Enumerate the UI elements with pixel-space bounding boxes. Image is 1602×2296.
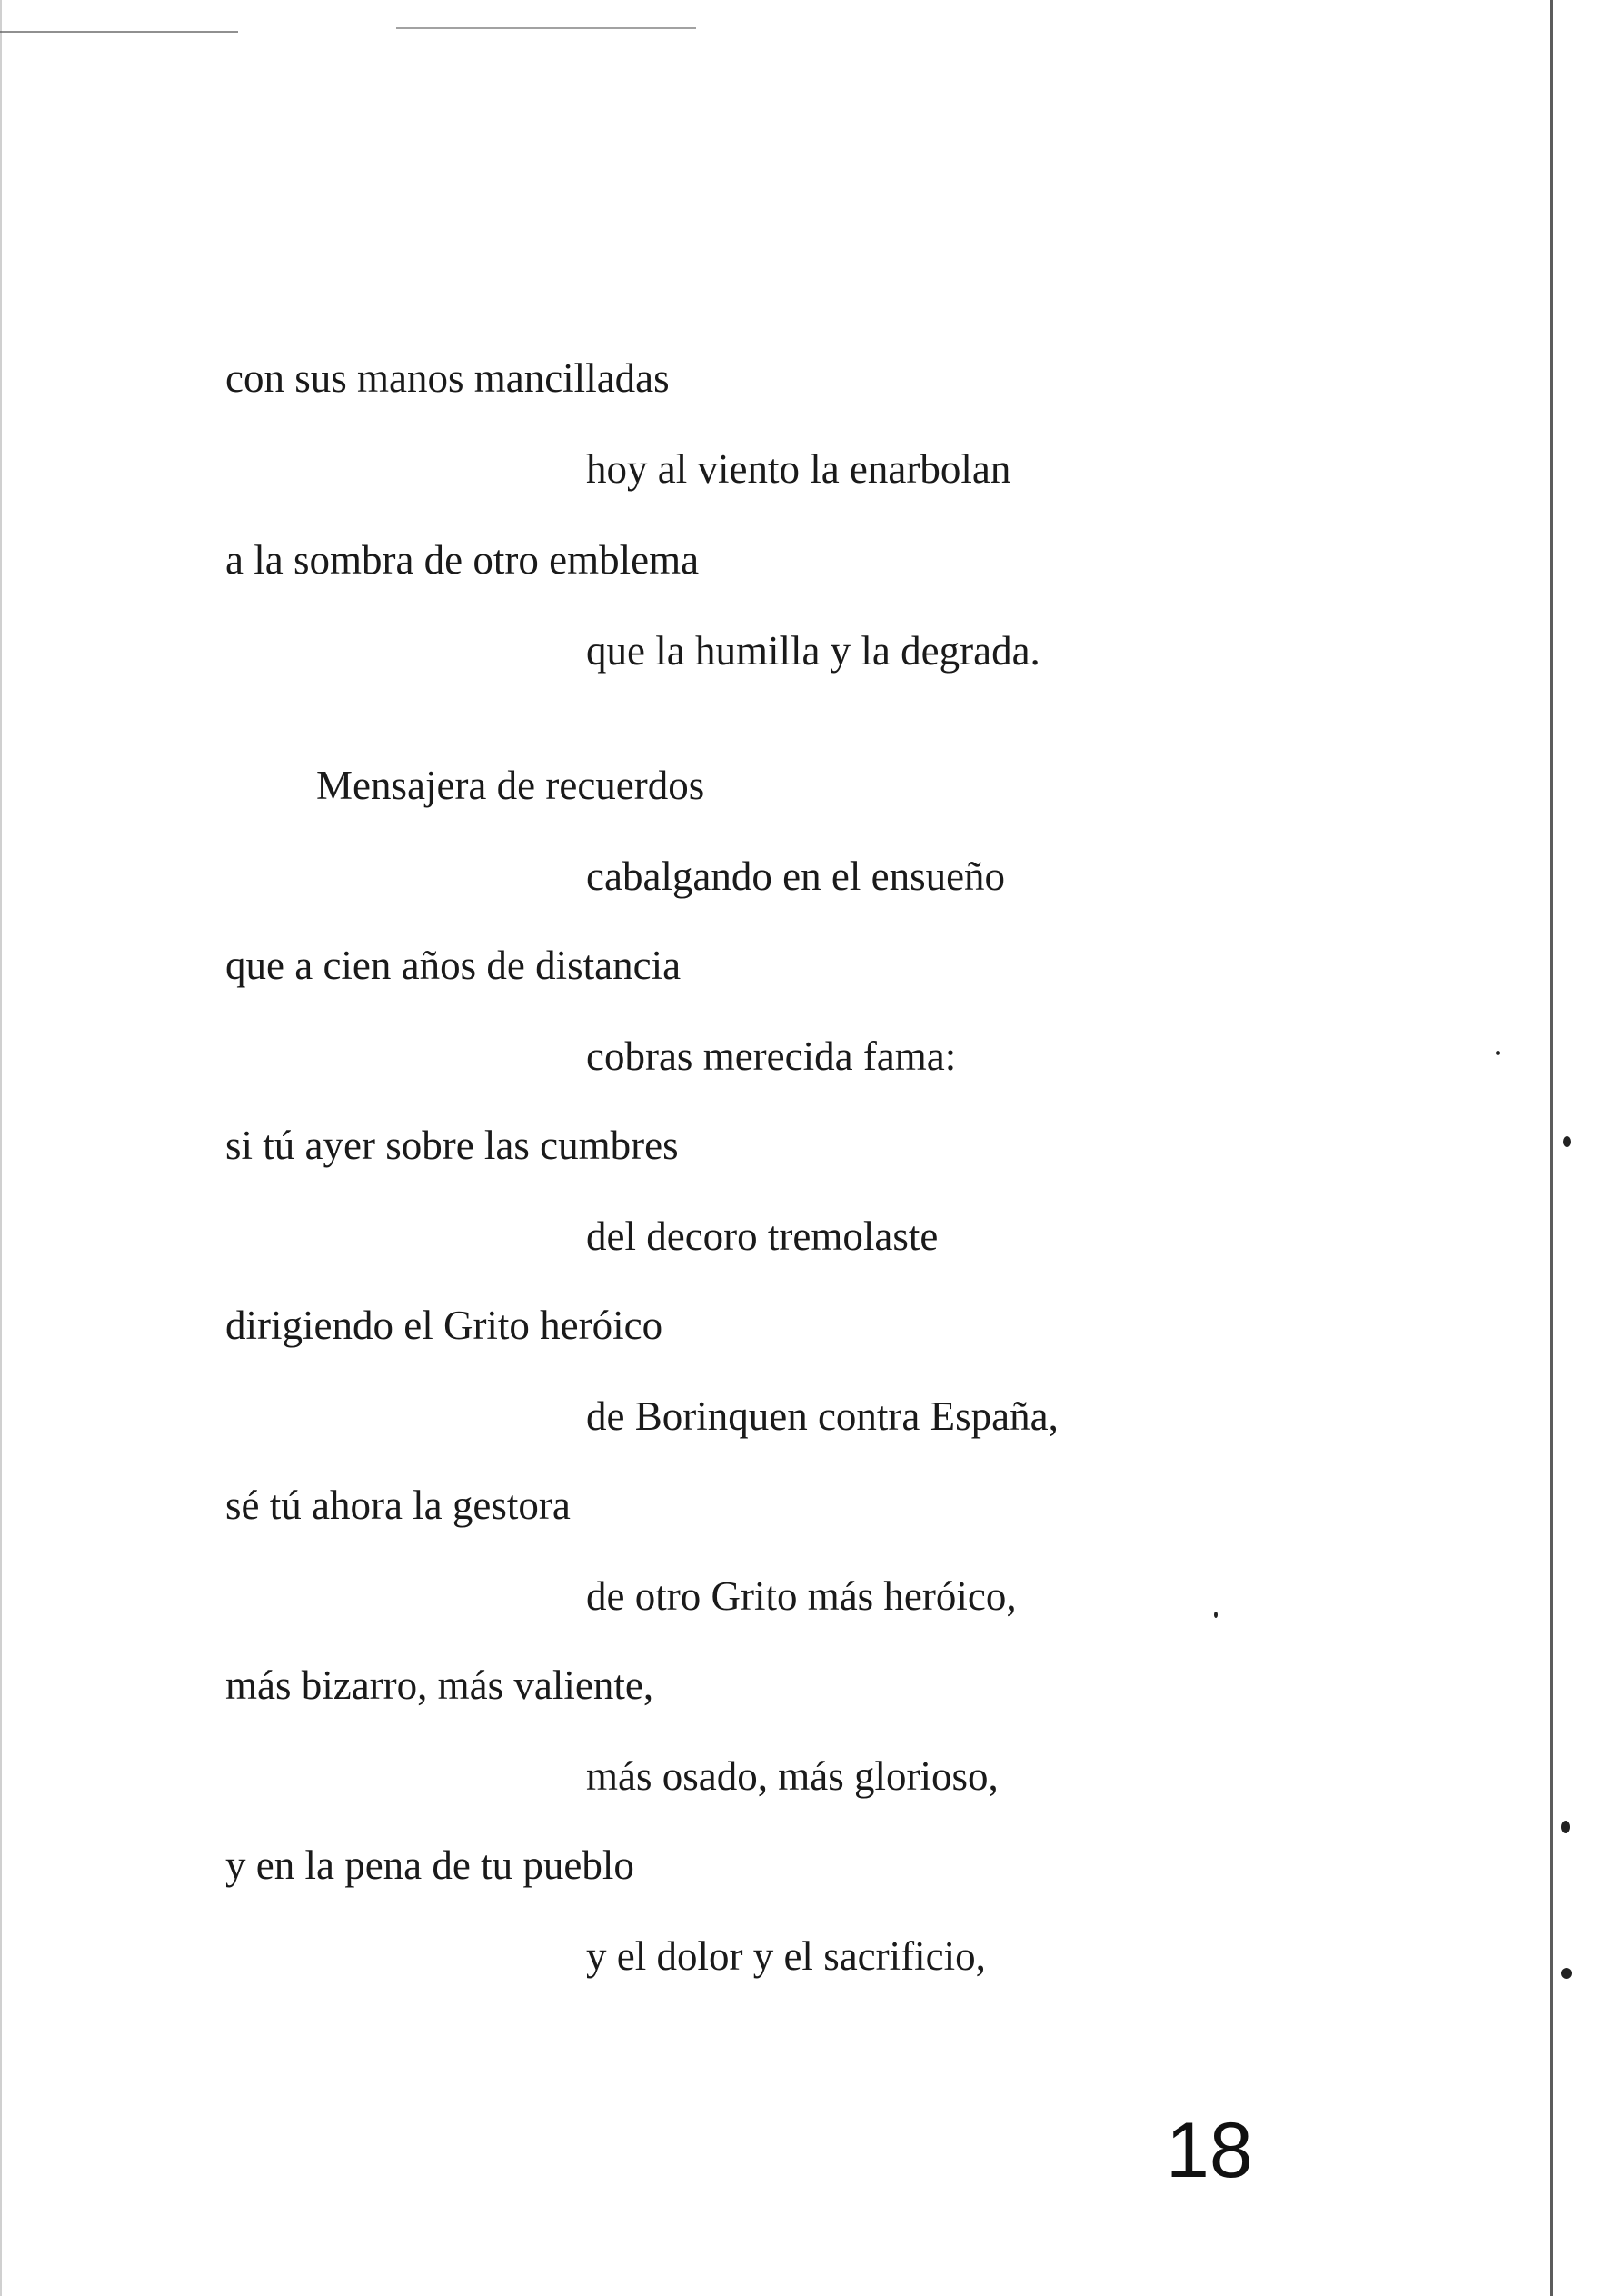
poem-line: a la sombra de otro emblema [225, 537, 700, 583]
poem-line: y en la pena de tu pueblo [225, 1842, 634, 1888]
page-number: 18 [1166, 2107, 1253, 2194]
poem-line: Mensajera de recuerdos [316, 763, 705, 808]
poem-line: y el dolor y el sacrificio, [586, 1933, 986, 1979]
poem-line: más osado, más glorioso, [586, 1753, 999, 1799]
poem-line: del decoro tremolaste [586, 1213, 939, 1259]
poem-line: que a cien años de distancia [225, 943, 682, 988]
poem-line: dirigiendo el Grito heróico [225, 1303, 663, 1348]
poem-line: sé tú ahora la gestora [225, 1482, 571, 1528]
poem-line: con sus manos mancilladas [225, 355, 670, 401]
poem-line: más bizarro, más valiente, [225, 1662, 654, 1708]
poem-line: cobras merecida fama: [586, 1033, 957, 1079]
poem-line: de otro Grito más heróico, [586, 1573, 1017, 1619]
poem-line: que la humilla y la degrada. [586, 628, 1040, 674]
poem-line: de Borinquen contra España, [586, 1393, 1059, 1439]
poem-line: cabalgando en el ensueño [586, 854, 1006, 899]
poem-line: si tú ayer sobre las cumbres [225, 1123, 679, 1168]
poem-line: hoy al viento la enarbolan [586, 446, 1011, 492]
